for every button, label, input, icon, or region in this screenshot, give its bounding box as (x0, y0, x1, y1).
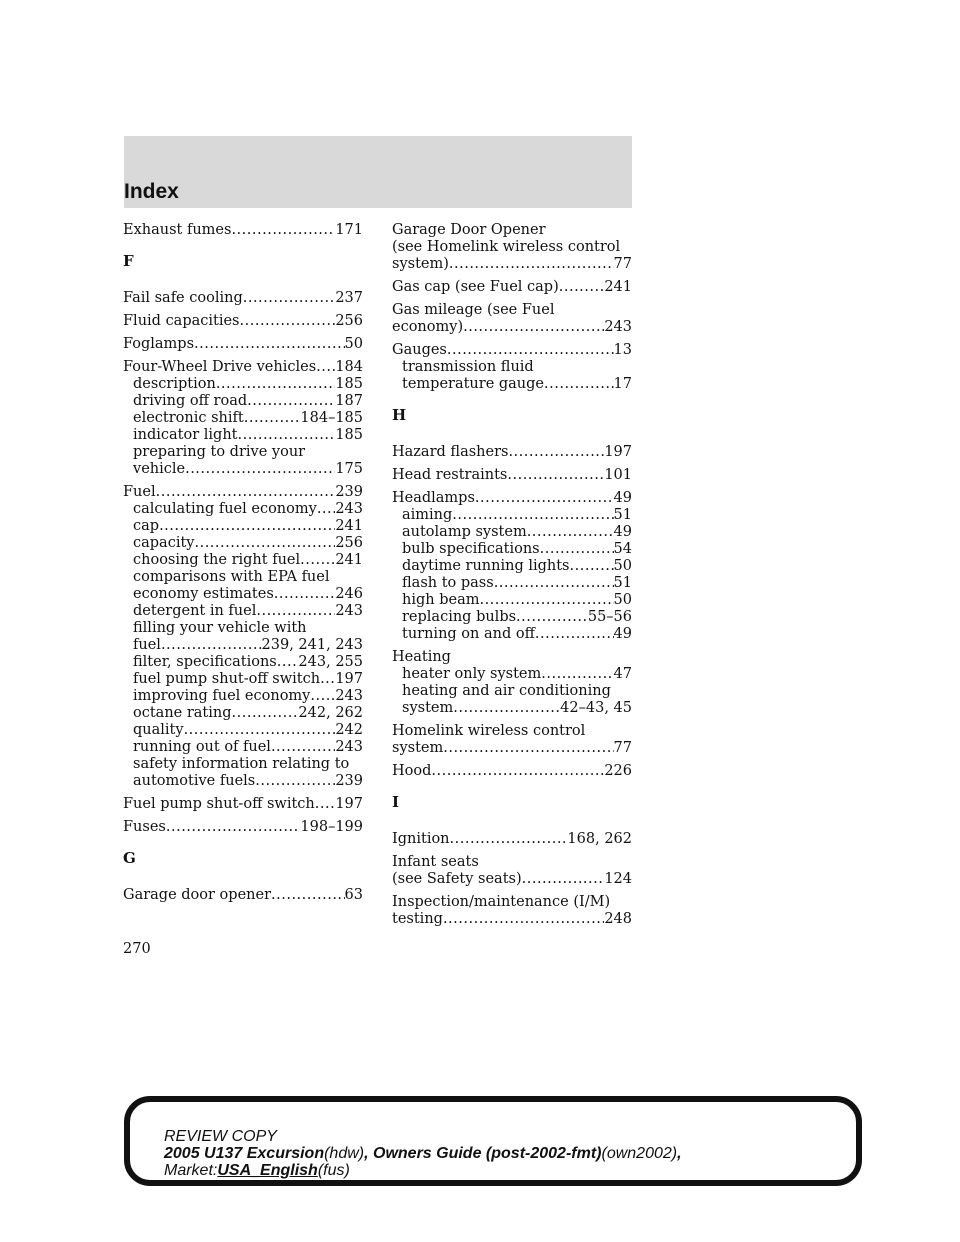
entry-page: 171 (335, 222, 363, 238)
entry-page: 226 (604, 763, 632, 779)
index-entry (392, 444, 632, 461)
entry-page: 239, 241, 243 (261, 637, 363, 653)
entry-text: fuel pump shut-off switch (133, 671, 321, 687)
entry-text: Foglamps (123, 336, 195, 352)
entry-page: 63 (344, 887, 363, 903)
index-entry (392, 342, 632, 393)
subentry-line (392, 626, 632, 643)
entry-page: 184–185 (300, 410, 363, 426)
leader-dots (508, 444, 604, 461)
index-entry (123, 290, 363, 307)
entry-text: quality (133, 722, 184, 738)
leader-dots (274, 586, 336, 603)
entry-page: 184 (335, 359, 363, 375)
entry-text: choosing the right fuel (133, 552, 301, 568)
leader-dots (535, 626, 614, 643)
entry-page: 51 (613, 507, 632, 523)
entry-text: flash to pass (402, 575, 494, 591)
leader-dots (243, 290, 336, 307)
leader-dots (544, 376, 614, 393)
entry-page: 242, 262 (298, 705, 363, 721)
index-entry (392, 894, 632, 928)
entry-text: Garage Door Opener (392, 222, 546, 238)
subentry-line (392, 609, 632, 626)
entry-page: 124 (604, 871, 632, 887)
entry-page: 77 (613, 740, 632, 756)
subentry-line (123, 637, 363, 654)
entry-text: comparisons with EPA fuel (133, 569, 330, 585)
leader-dots (216, 376, 336, 393)
entry-text: Infant seats (392, 854, 479, 870)
entry-page: 256 (335, 535, 363, 551)
leader-dots (277, 654, 299, 671)
entry-page: 175 (335, 461, 363, 477)
entry-text: economy estimates (133, 586, 274, 602)
index-entry (392, 467, 632, 484)
entry-line (392, 279, 632, 296)
entry-text: improving fuel economy (133, 688, 311, 704)
leader-dots (479, 592, 613, 609)
leader-dots (256, 603, 335, 620)
entry-text: system) (392, 256, 449, 272)
entry-text: Fuel (123, 484, 156, 500)
leader-dots (449, 256, 614, 273)
index-entry (392, 222, 632, 273)
entry-line (123, 819, 363, 836)
entry-text: autolamp system (402, 524, 527, 540)
entry-page: 197 (335, 796, 363, 812)
entry-continuation (392, 740, 632, 757)
entry-page: 198–199 (300, 819, 363, 835)
leader-dots (494, 575, 614, 592)
entry-text: calculating fuel economy (133, 501, 317, 517)
entry-text: Gas mileage (see Fuel (392, 302, 555, 318)
subentry-line (123, 444, 363, 461)
entry-page: 13 (613, 342, 632, 358)
subentry-line (123, 671, 363, 688)
leader-dots (159, 518, 335, 535)
leader-dots (166, 819, 301, 836)
entry-continuation (392, 239, 632, 256)
subentry-line (123, 501, 363, 518)
entry-text: Gas cap (see Fuel cap) (392, 279, 559, 295)
leader-dots (185, 461, 335, 478)
entry-page: 49 (613, 524, 632, 540)
header-band (124, 136, 632, 208)
entry-page: 49 (613, 490, 632, 506)
entry-page: 243 (335, 603, 363, 619)
entry-text: Head restraints (392, 467, 508, 483)
leader-dots (156, 484, 336, 501)
subentry-line (123, 518, 363, 535)
entry-text: Headlamps (392, 490, 475, 506)
entry-page: 51 (613, 575, 632, 591)
leader-dots (194, 336, 345, 353)
leader-dots (570, 558, 614, 575)
entry-line (392, 854, 632, 871)
entry-text: Fail safe cooling (123, 290, 243, 306)
entry-text: Exhaust fumes (123, 222, 232, 238)
entry-continuation (392, 911, 632, 928)
entry-text: heater only system (402, 666, 542, 682)
subentry-line (392, 666, 632, 683)
index-entry (392, 302, 632, 336)
index-entry (392, 490, 632, 643)
subentry-line (392, 524, 632, 541)
entries-f (123, 290, 363, 836)
entry-continuation (392, 256, 632, 273)
entry-line (392, 342, 632, 359)
index-entry (123, 359, 363, 478)
entry-page: 256 (335, 313, 363, 329)
entry-text: economy) (392, 319, 464, 335)
entry-page: 242 (335, 722, 363, 738)
index-entry (392, 763, 632, 780)
index-entry (123, 484, 363, 790)
review-line-3: Market:USA_English(fus) (164, 1162, 350, 1179)
index-entry (392, 831, 632, 848)
entry-page: 243 (335, 688, 363, 704)
section-letter-i: I (392, 793, 400, 811)
entry-page: 197 (604, 444, 632, 460)
entry-page: 187 (335, 393, 363, 409)
entry-page: 55–56 (587, 609, 632, 625)
entry-line (123, 887, 363, 904)
entry-text: testing (392, 911, 443, 927)
leader-dots (300, 552, 335, 569)
entry-text: daytime running lights (402, 558, 570, 574)
leader-dots (516, 609, 588, 626)
index-entry (123, 222, 363, 239)
entry-line (123, 484, 363, 501)
index-entry (123, 336, 363, 353)
entry-text: system (402, 700, 454, 716)
review-line-1: REVIEW COPY (164, 1128, 277, 1145)
entry-text: vehicle (133, 461, 186, 477)
entry-text: capacity (133, 535, 195, 551)
entry-line (392, 763, 632, 780)
entry-page: 243 (335, 501, 363, 517)
entry-text: Fuel pump shut-off switch (123, 796, 315, 812)
entry-page: 42–43, 45 (560, 700, 632, 716)
leader-dots (443, 740, 613, 757)
leader-dots (431, 763, 604, 780)
entry-text: preparing to drive your (133, 444, 306, 460)
entry-page: 47 (613, 666, 632, 682)
entry-continuation (392, 319, 632, 336)
entry-page: 17 (613, 376, 632, 392)
entry-text: detergent in fuel (133, 603, 257, 619)
entry-text: octane rating (133, 705, 232, 721)
entry-page: 185 (335, 376, 363, 392)
entry-text: replacing bulbs (402, 609, 517, 625)
entry-text: Gauges (392, 342, 447, 358)
subentry-line (392, 359, 632, 376)
entry-page: 241 (335, 518, 363, 534)
entry-line (123, 290, 363, 307)
entry-text: Ignition (392, 831, 450, 847)
entry-page: 241 (335, 552, 363, 568)
index-column-left (123, 222, 363, 910)
leader-dots (540, 541, 614, 558)
leader-dots (231, 222, 335, 239)
entry-page: 243 (335, 739, 363, 755)
entry-page: 50 (613, 558, 632, 574)
page-number: 270 (123, 941, 151, 957)
entries-g (123, 887, 363, 904)
entry-text: (see Homelink wireless control (392, 239, 621, 255)
entry-text: filter, specifications (133, 654, 277, 670)
entry-page: 101 (604, 467, 632, 483)
entry-page: 168, 262 (567, 831, 632, 847)
leader-dots (316, 359, 335, 376)
entry-page: 241 (604, 279, 632, 295)
subentry-line (392, 592, 632, 609)
subentry-line (123, 603, 363, 620)
subentry-line (123, 654, 363, 671)
entry-text: Heating (392, 649, 451, 665)
leader-dots (317, 501, 335, 518)
subentry-line (123, 410, 363, 427)
subentry-line (123, 688, 363, 705)
index-entry (123, 313, 363, 330)
leader-dots (559, 279, 605, 296)
entry-page: 49 (613, 626, 632, 642)
entry-continuation (392, 871, 632, 888)
entry-line (123, 796, 363, 813)
leader-dots (507, 467, 604, 484)
entry-text: transmission fluid (402, 359, 534, 375)
leader-dots (443, 911, 604, 928)
entry-text: running out of fuel (133, 739, 271, 755)
entry-text: fuel (133, 637, 161, 653)
entry-text: temperature gauge (402, 376, 545, 392)
entry-line (123, 359, 363, 376)
page-title: Index (124, 180, 179, 203)
leader-dots (194, 535, 335, 552)
entry-line (392, 467, 632, 484)
entry-text: Garage door opener (123, 887, 272, 903)
index-entry (123, 819, 363, 836)
subentry-line (392, 575, 632, 592)
entries-h (392, 444, 632, 780)
section-letter-g: G (123, 849, 136, 867)
leader-dots (320, 671, 335, 688)
subentry-line (392, 376, 632, 393)
leader-dots (255, 773, 335, 790)
index-entry (392, 649, 632, 717)
leader-dots (240, 313, 336, 330)
leader-dots (527, 524, 614, 541)
entry-line (392, 490, 632, 507)
entry-text: automotive fuels (133, 773, 256, 789)
subentry-line (123, 739, 363, 756)
subentry-line (123, 461, 363, 478)
entry-line (392, 649, 632, 666)
index-entry (392, 723, 632, 757)
entry-page: 197 (335, 671, 363, 687)
entry-text: (see Safety seats) (392, 871, 522, 887)
entry-text: Hazard flashers (392, 444, 509, 460)
entry-text: Inspection/maintenance (I/M) (392, 894, 611, 910)
index-entry (123, 796, 363, 813)
entry-page: 243, 255 (298, 654, 363, 670)
entry-text: system (392, 740, 444, 756)
subentry-line (123, 620, 363, 637)
entry-text: bulb specifications (402, 541, 540, 557)
leader-dots (310, 688, 335, 705)
leader-dots (452, 507, 613, 524)
entry-text: description (133, 376, 216, 392)
entry-text: safety information relating to (133, 756, 350, 772)
review-line-2: 2005 U137 Excursion(hdw), Owners Guide (post-2002-fmt)(own2002), (164, 1145, 682, 1162)
subentry-line (123, 773, 363, 790)
entry-page: 77 (613, 256, 632, 272)
leader-dots (161, 637, 262, 654)
subentry-line (392, 558, 632, 575)
entry-page: 239 (335, 484, 363, 500)
entry-text: Fuses (123, 819, 166, 835)
subentry-line (392, 700, 632, 717)
entry-page: 54 (613, 541, 632, 557)
subentry-line (123, 586, 363, 603)
entry-page: 248 (604, 911, 632, 927)
leader-dots (244, 410, 301, 427)
entry-line (392, 444, 632, 461)
leader-dots (315, 796, 336, 813)
review-copy-text (164, 1128, 682, 1179)
entry-page: 237 (335, 290, 363, 306)
subentry-line (392, 541, 632, 558)
entry-text: electronic shift (133, 410, 244, 426)
leader-dots (541, 666, 613, 683)
section-letter-h: H (392, 406, 407, 424)
entry-page: 185 (335, 427, 363, 443)
leader-dots (463, 319, 604, 336)
leader-dots (237, 427, 335, 444)
subentry-line (123, 722, 363, 739)
subentry-line (123, 552, 363, 569)
leader-dots (184, 722, 336, 739)
entries-before-f (123, 222, 363, 239)
subentry-line (392, 683, 632, 700)
entry-line (392, 222, 632, 239)
leader-dots (447, 342, 614, 359)
entry-text: filling your vehicle with (133, 620, 307, 636)
entry-line (392, 831, 632, 848)
leader-dots (450, 831, 568, 848)
entry-line (392, 723, 632, 740)
leader-dots (271, 739, 335, 756)
index-column-right (392, 222, 632, 934)
entry-page: 239 (335, 773, 363, 789)
entry-text: indicator light (133, 427, 238, 443)
entry-text: cap (133, 518, 160, 534)
subentry-line (123, 569, 363, 586)
entry-text: high beam (402, 592, 480, 608)
entry-line (123, 313, 363, 330)
entry-text: Four-Wheel Drive vehicles (123, 359, 317, 375)
entry-text: Hood (392, 763, 432, 779)
entry-text: turning on and off (402, 626, 535, 642)
subentry-line (123, 393, 363, 410)
entry-text: aiming (402, 507, 453, 523)
entry-text: heating and air conditioning (402, 683, 611, 699)
entry-page: 243 (604, 319, 632, 335)
section-letter-f: F (123, 252, 134, 270)
subentry-line (123, 535, 363, 552)
entry-line (392, 302, 632, 319)
entries-i (392, 831, 632, 928)
index-entry (392, 279, 632, 296)
entry-page: 50 (613, 592, 632, 608)
entry-text: Fluid capacities (123, 313, 240, 329)
subentry-line (123, 376, 363, 393)
index-entry (123, 887, 363, 904)
entry-text: Homelink wireless control (392, 723, 586, 739)
entry-text: driving off road (133, 393, 248, 409)
subentry-line (392, 507, 632, 524)
entry-page: 246 (335, 586, 363, 602)
leader-dots (271, 887, 345, 904)
leader-dots (232, 705, 299, 722)
entry-line (123, 336, 363, 353)
entry-page: 50 (344, 336, 363, 352)
leader-dots (247, 393, 335, 410)
subentry-line (123, 427, 363, 444)
leader-dots (475, 490, 614, 507)
leader-dots (453, 700, 560, 717)
entry-line (392, 894, 632, 911)
subentry-line (123, 756, 363, 773)
entry-line (123, 222, 363, 239)
entries-g-cont (392, 222, 632, 393)
leader-dots (522, 871, 605, 888)
index-entry (392, 854, 632, 888)
subentry-line (123, 705, 363, 722)
